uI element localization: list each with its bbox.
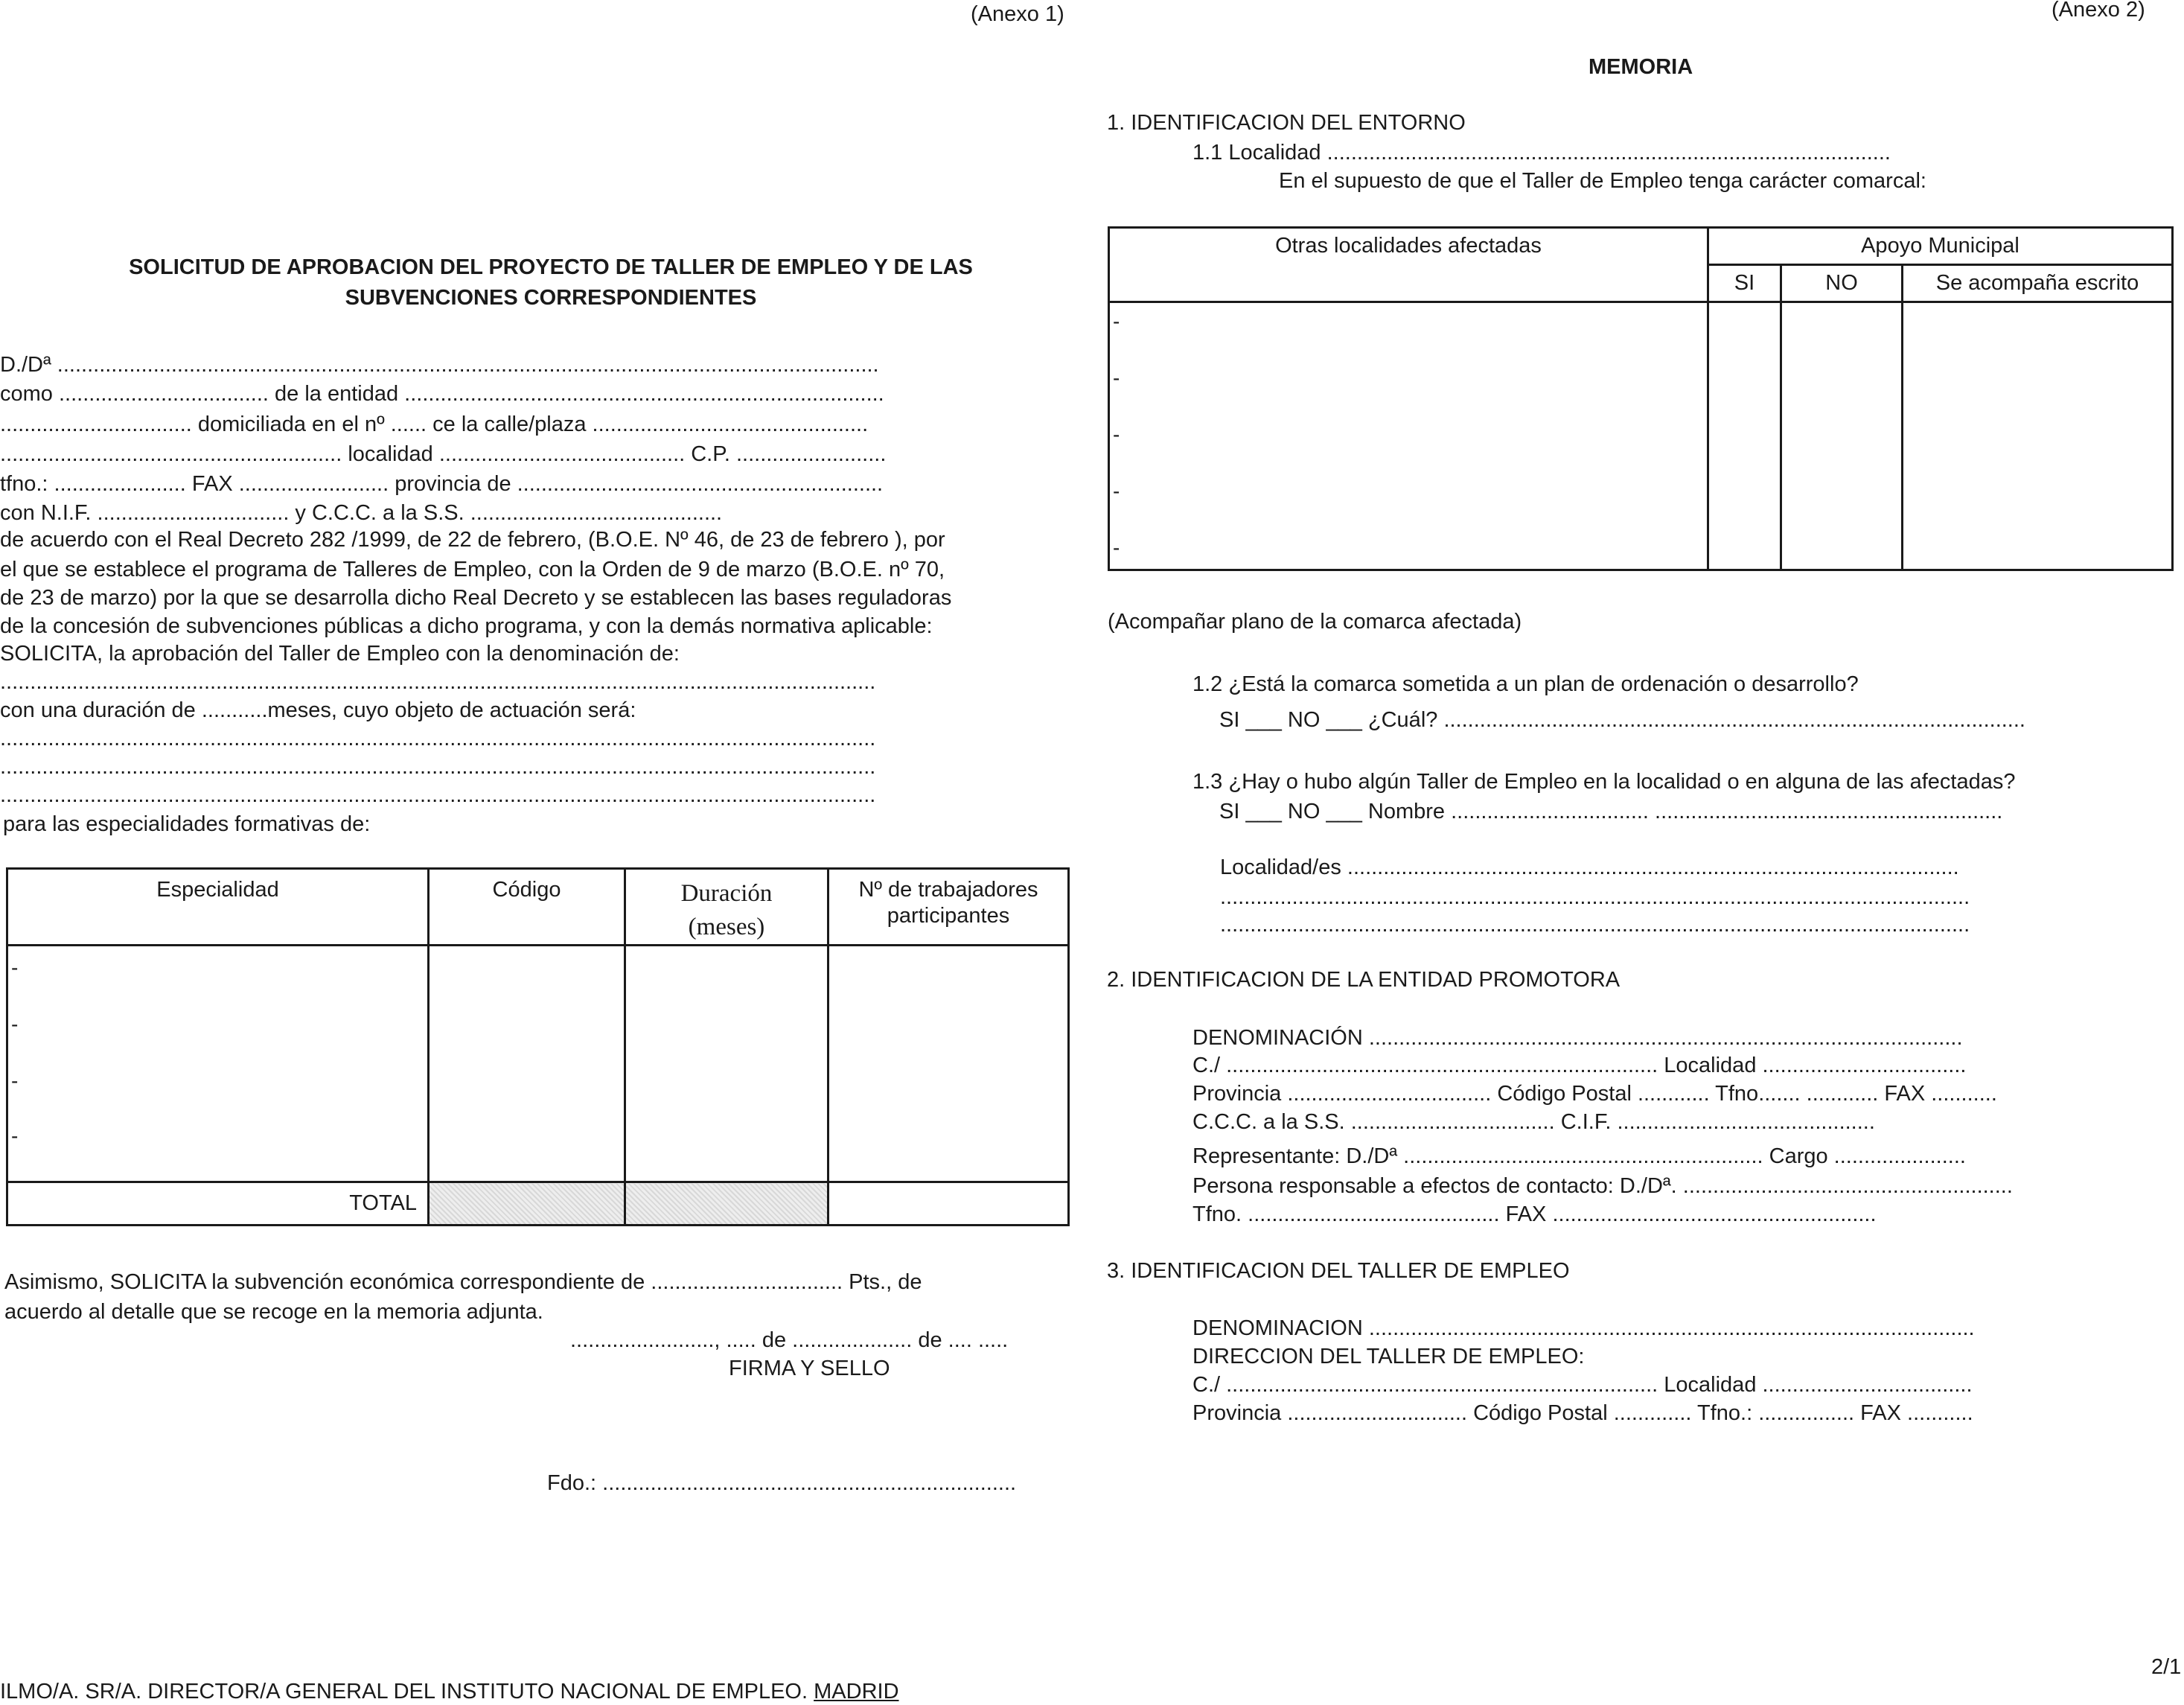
entidad-direccion: C./ ........................................................................ Localidad .................................. — [1192, 1054, 1967, 1077]
otras-localidades-cell[interactable] — [1109, 302, 1708, 570]
request-title-line2: SUBVENCIONES CORRESPONDIENTES — [345, 286, 757, 310]
denominacion-dots: .................................................................................................................................................. — [0, 670, 876, 694]
entidad-representante: Representante: D./Dª ............................................................ Cargo ...................... — [1192, 1144, 1966, 1168]
addressee-line — [0, 1679, 899, 1705]
header-trabajadores-line2: participantes — [887, 903, 1010, 928]
entidad-provincia: Provincia .................................. Código Postal ............ Tfno....... ............ FAX ........... — [1192, 1082, 1997, 1106]
subvencion-line2: acuerdo al detalle que se recoge en la memoria adjunta. — [4, 1300, 543, 1324]
total-trabajadores-cell[interactable] — [828, 1182, 1069, 1226]
question-1-2-answer: SI ___ NO ___ ¿Cuál? ................................................................................................. — [1219, 708, 2025, 732]
entidad-contacto: Persona responsable a efectos de contacto: D./Dª. ....................................................... — [1192, 1174, 2013, 1198]
especialidades-table — [6, 867, 1070, 1226]
form-line-localidad: ......................................................... localidad ......................................... C.P. ......................... — [0, 442, 887, 466]
form-line-domicilio: ................................ domiciliada en el nº ...... ce la calle/plaza .............................................. — [0, 412, 869, 436]
body-text-line: de la concesión de subvenciones públicas a dicho programa, y con la demás normativa aplicable: — [0, 614, 933, 638]
addressee-city: MADRID — [814, 1680, 899, 1704]
row-dash: - — [11, 1069, 19, 1092]
objeto-dots: .................................................................................................................................................. — [0, 783, 876, 807]
header-otras-localidades: Otras localidades afectadas — [1109, 228, 1708, 302]
especialidades-label: para las especialidades formativas de: — [3, 812, 371, 836]
header-especialidad: Especialidad — [7, 869, 429, 946]
apoyo-si-cell[interactable] — [1708, 302, 1781, 570]
row-dash: - — [1113, 366, 1120, 389]
date-line: ........................, ..... de .................... de .... ..... — [570, 1328, 1009, 1352]
taller-calle: C./ ........................................................................ Localidad ................................... — [1192, 1373, 1973, 1397]
firma-y-sello: FIRMA Y SELLO — [729, 1357, 890, 1380]
row-dash: - — [11, 1013, 19, 1036]
localidades-line: Localidad/es ...................................................................................................... — [1220, 855, 1959, 879]
header-se-acompana-escrito: Se acompaña escrito — [1903, 265, 2173, 302]
row-dash: - — [1113, 536, 1120, 559]
row-dash: - — [1113, 423, 1120, 446]
header-duracion-line2: (meses) — [688, 913, 765, 940]
row-dash: - — [1113, 310, 1120, 333]
row-dash: - — [1113, 479, 1120, 503]
apoyo-no-cell[interactable] — [1781, 302, 1903, 570]
plano-note: (Acompañar plano de la comarca afectada) — [1108, 610, 1522, 634]
section1-heading: 1. IDENTIFICACION DEL ENTORNO — [1107, 111, 1466, 135]
entidad-denominacion: DENOMINACIÓN ................................................................................................... — [1192, 1026, 1963, 1050]
escrito-cell[interactable] — [1903, 302, 2173, 570]
total-codigo-shaded — [429, 1182, 625, 1226]
comarcal-note: En el supuesto de que el Taller de Empleo tenga carácter comarcal: — [1279, 169, 1926, 193]
form-line-entidad: como ................................... de la entidad ................................................................................ — [0, 382, 884, 406]
subvencion-line1: Asimismo, SOLICITA la subvención económica correspondiente de ................................ Pts., de — [4, 1270, 922, 1294]
section2-heading: 2. IDENTIFICACION DE LA ENTIDAD PROMOTORA — [1107, 968, 1621, 992]
form-line-nif: con N.I.F. ................................ y C.C.C. a la S.S. .......................................... — [0, 501, 723, 525]
trabajadores-cell[interactable] — [828, 946, 1069, 1182]
body-text-line: el que se establece el programa de Talleres de Empleo, con la Orden de 9 de marzo (B.O.E. nº 70, — [0, 558, 945, 581]
fdo-line: Fdo.: ..................................................................... — [547, 1471, 1017, 1495]
entidad-telefono: Tfno. .......................................... FAX ...................................................... — [1192, 1202, 1877, 1226]
localidades-dots: ............................................................................................................................. — [1220, 885, 1970, 909]
question-1-2: 1.2 ¿Está la comarca sometida a un plan de ordenación o desarrollo? — [1192, 672, 1859, 696]
header-no: NO — [1781, 265, 1903, 302]
request-title-line1: SOLICITUD DE APROBACION DEL PROYECTO DE TALLER DE EMPLEO Y DE LAS — [129, 255, 973, 279]
section3-heading: 3. IDENTIFICACION DEL TALLER DE EMPLEO — [1107, 1259, 1570, 1283]
total-duracion-shaded — [625, 1182, 828, 1226]
duracion-line: con una duración de ...........meses, cuyo objeto de actuación será: — [0, 698, 636, 722]
page-number: 2/1 — [2151, 1655, 2182, 1679]
taller-denominacion: DENOMINACION ..................................................................................................... — [1192, 1316, 1975, 1340]
entidad-ccc: C.C.C. a la S.S. .................................. C.I.F. ........................................... — [1192, 1110, 1875, 1134]
body-text-line: de acuerdo con el Real Decreto 282 /1999, de 22 de febrero, (B.O.E. Nº 46, de 23 de febrero ), por — [0, 528, 945, 552]
header-si: SI — [1708, 265, 1781, 302]
header-trabajadores-line1: Nº de trabajadores — [858, 878, 1038, 902]
memoria-title: MEMORIA — [1588, 55, 1693, 79]
header-apoyo-municipal: Apoyo Municipal — [1708, 228, 2173, 265]
header-codigo: Código — [429, 869, 625, 946]
row-dash: - — [11, 1124, 19, 1147]
codigo-cell[interactable] — [429, 946, 625, 1182]
form-line-nombre: D./Dª ......................................................................................................................................... — [0, 353, 879, 377]
annex-1-label: (Anexo 1) — [971, 2, 1064, 26]
localidades-table — [1108, 226, 2174, 571]
row-dash: - — [11, 956, 19, 979]
especialidad-cell[interactable] — [7, 946, 429, 1182]
annex-2-label: (Anexo 2) — [2052, 0, 2145, 22]
body-text-line: de 23 de marzo) por la que se desarrolla dicho Real Decreto y se establecen las bases reguladoras — [0, 586, 952, 610]
solicita-line: SOLICITA, la aprobación del Taller de Empleo con la denominación de: — [0, 642, 680, 666]
localidades-dots: ............................................................................................................................. — [1220, 913, 1970, 937]
question-1-3-answer: SI ___ NO ___ Nombre ................................. .......................................................... — [1219, 800, 2003, 823]
total-label: TOTAL — [7, 1182, 429, 1226]
question-1-3: 1.3 ¿Hay o hubo algún Taller de Empleo en la localidad o en alguna de las afectadas? — [1192, 770, 2016, 794]
taller-direccion-label: DIRECCION DEL TALLER DE EMPLEO: — [1192, 1345, 1585, 1368]
taller-provincia: Provincia .............................. Código Postal ............. Tfno.: ................ FAX ........... — [1192, 1401, 1973, 1425]
form-line-telefono: tfno.: ...................... FAX ......................... provincia de ............................................................. — [0, 472, 884, 496]
header-duracion-line1: Duración — [680, 880, 773, 907]
header-trabajadores — [828, 869, 1069, 946]
addressee-main: ILMO/A. SR/A. DIRECTOR/A GENERAL DEL INSTITUTO NACIONAL DE EMPLEO. — [0, 1680, 808, 1704]
localidad-line: 1.1 Localidad .............................................................................................. — [1192, 141, 1891, 165]
objeto-dots: .................................................................................................................................................. — [0, 755, 876, 779]
header-duracion — [625, 869, 828, 946]
objeto-dots: .................................................................................................................................................. — [0, 727, 876, 750]
duracion-cell[interactable] — [625, 946, 828, 1182]
